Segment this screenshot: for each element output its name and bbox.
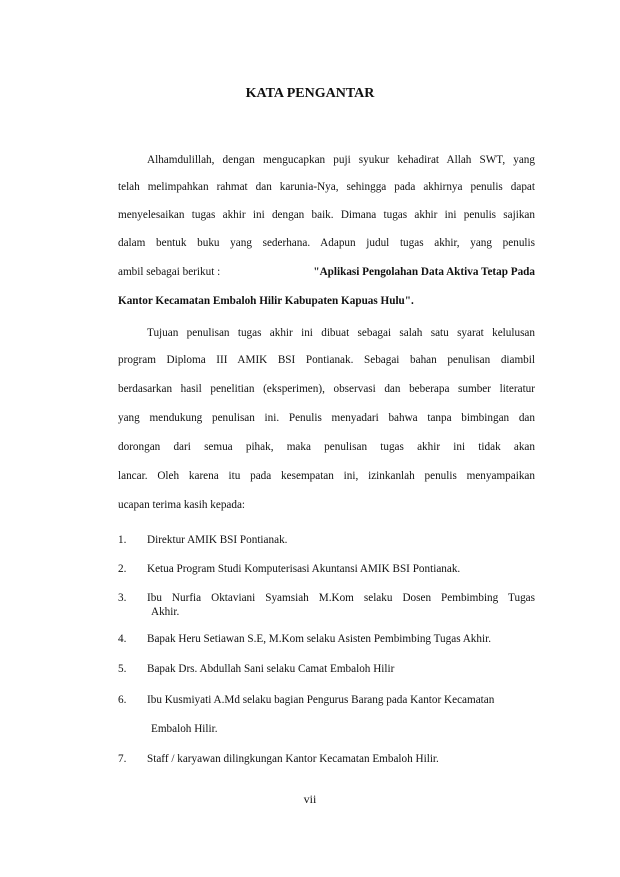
list-item-text: Staff / karyawan dilingkungan Kantor Kecamatan Embaloh Hilir.: [147, 753, 439, 765]
paragraph-1-line-5: [118, 265, 535, 279]
app-title-part-2: Kantor Kecamatan Embaloh Hilir Kabupaten Kapuas Hulu".: [118, 295, 414, 307]
paragraph-2-line-1: Tujuan penulisan tugas akhir ini dibuat sebagai salah satu syarat kelulusan: [147, 327, 535, 339]
list-item-text: Ibu Nurfia Oktaviani Syamsiah M.Kom selaku Dosen Pembimbing Tugas: [147, 592, 535, 604]
list-item-number: 7.: [118, 753, 127, 765]
list-item-text: Bapak Heru Setiawan S.E, M.Kom selaku Asisten Pembimbing Tugas Akhir.: [147, 633, 492, 645]
list-item-number: 6.: [118, 694, 127, 706]
list-item-number: 3.: [118, 592, 127, 604]
paragraph-1-line-3: menyelesaikan tugas akhir ini dengan baik. Dimana tugas akhir ini penulis sajikan: [118, 209, 535, 221]
paragraph-2-line-5: dorongan dari semua pihak, maka penulisan tugas akhir ini tidak akan: [118, 441, 535, 453]
paragraph-1-line-4: dalam bentuk buku yang sederhana. Adapun judul tugas akhir, yang penulis: [118, 237, 535, 249]
list-item-number: 1.: [118, 534, 127, 546]
list-item-number: 5.: [118, 663, 127, 675]
paragraph-2-line-4: yang mendukung penulisan ini. Penulis menyadari bahwa tanpa bimbingan dan: [118, 412, 535, 424]
page-number: vii: [303, 792, 317, 806]
list-item-text: Bapak Drs. Abdullah Sani selaku Camat Embaloh Hilir: [147, 663, 395, 675]
paragraph-2-line-3: berdasarkan hasil penelitian (eksperimen), observasi dan beberapa sumber literatur: [118, 383, 535, 395]
app-title-part-1: "Aplikasi Pengolahan Data Aktiva Tetap Pada: [313, 266, 535, 278]
list-item-text: Direktur AMIK BSI Pontianak.: [147, 534, 288, 546]
list-item-number: 2.: [118, 563, 127, 575]
paragraph-1-line-2: telah melimpahkan rahmat dan karunia-Nya, sehingga pada akhirnya penulis dapat: [118, 181, 535, 193]
paragraph-2-line-2: program Diploma III AMIK BSI Pontianak. Sebagai bahan penulisan diambil: [118, 354, 535, 366]
list-item-text: Ketua Program Studi Komputerisasi Akuntansi AMIK BSI Pontianak.: [147, 563, 461, 575]
paragraph-2-line-6: lancar. Oleh karena itu pada kesempatan ini, izinkanlah penulis menyampaikan: [118, 470, 535, 482]
list-item-text: Ibu Kusmiyati A.Md selaku bagian Pengurus Barang pada Kantor Kecamatan: [147, 694, 495, 706]
paragraph-2-line-7: ucapan terima kasih kepada:: [118, 499, 246, 511]
paragraph-1-line-1: Alhamdulillah, dengan mengucapkan puji syukur kehadirat Allah SWT, yang: [147, 154, 535, 166]
paragraph-1-line-5-left: ambil sebagai berikut :: [118, 266, 221, 278]
list-item-continuation: Embaloh Hilir.: [151, 723, 218, 735]
page-title: KATA PENGANTAR: [245, 86, 375, 101]
list-item-number: 4.: [118, 633, 127, 645]
list-item-continuation: Akhir.: [151, 606, 180, 618]
